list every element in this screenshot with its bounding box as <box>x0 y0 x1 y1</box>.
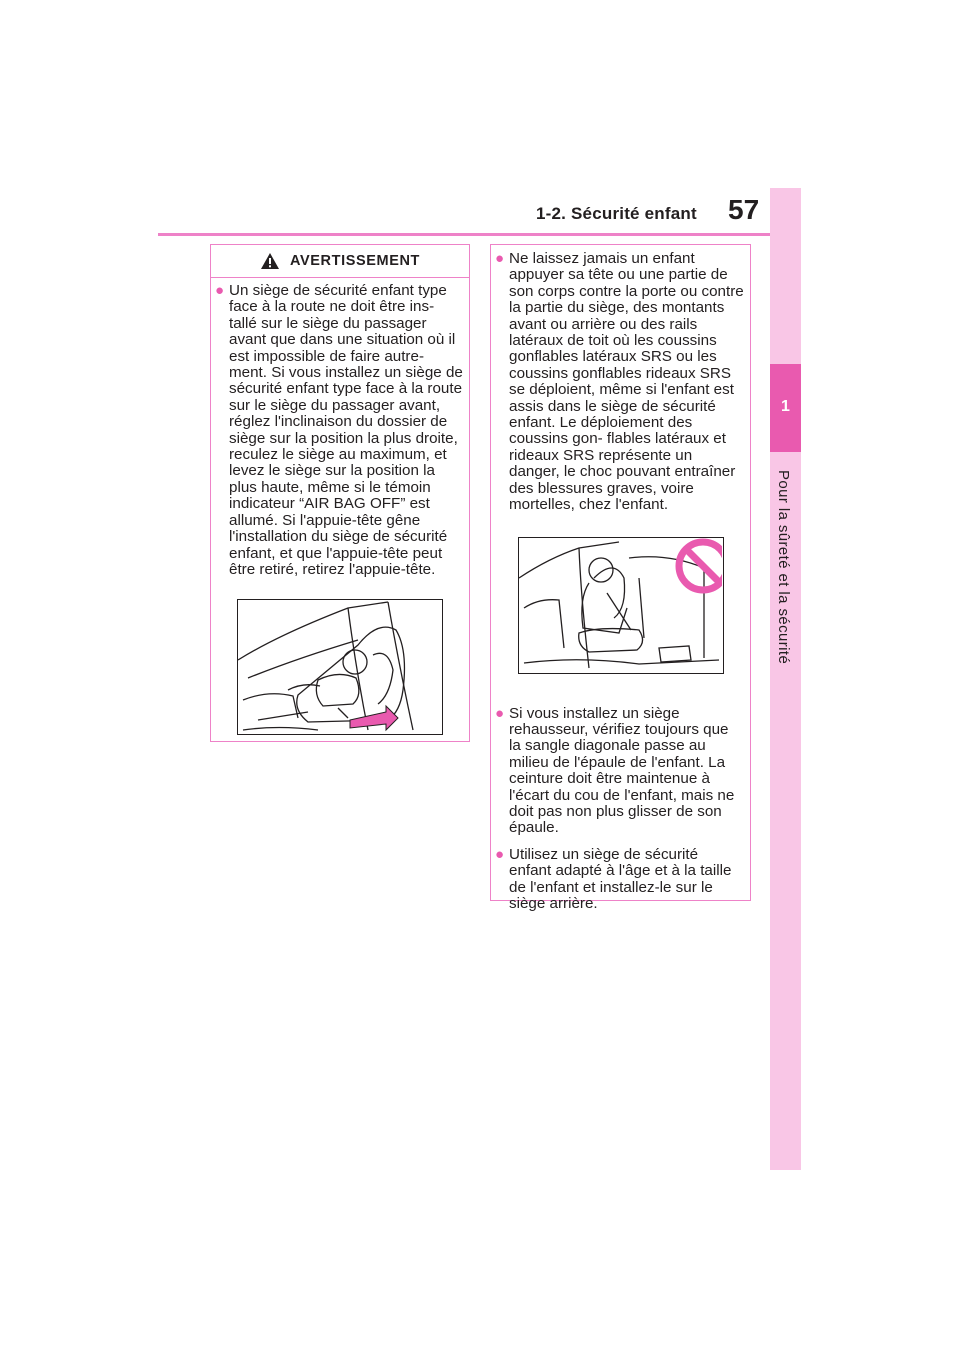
warning-triangle-icon <box>260 252 280 270</box>
illustration-child-seat-rear-facing <box>237 599 443 735</box>
illustration-booster-seat-prohibited <box>518 537 724 674</box>
child-seat-drawing <box>238 600 441 733</box>
bullet-icon: ● <box>215 282 225 299</box>
warning-item-text: Si vous installez un siège rehausseur, vérifiez toujours que la sangle diagonale passe au milieu de l'épaule de l'enfant. La ceinture doit être maintenue à l'écart du cou de l'enfant, mais ne doit pas non plus glisser de son épaule. <box>509 704 735 837</box>
chapter-number: 1 <box>781 398 790 415</box>
warning-item-text: Utilisez un siège de sécurité enfant adapté à l'âge et à la taille de l'enfant et installez-le sur le siège arrière. <box>509 845 732 912</box>
page-number: 57 <box>728 194 760 225</box>
chapter-side-tab <box>770 188 801 1170</box>
warning-item <box>211 283 463 578</box>
warning-header <box>211 245 469 278</box>
warning-item <box>491 706 744 837</box>
bullet-icon: ● <box>495 704 505 722</box>
warning-item-text: Ne laissez jamais un enfant appuyer sa tête ou une partie de son corps contre la porte ou contre la partie du siège, des montants avant ou arrière ou des rails latéraux de toit où les coussins gonflables latéraux SRS ou les coussins gonflables rideaux SRS se déploient, même si l'enfant est assis dans le siège de sécurité enfant. Le déploiement des coussins gon- flables latéraux et rideaux SRS représente un danger, le choc pouvant entraîner des blessures graves, voire mortelles, chez l'enfant. <box>509 250 744 514</box>
header-rule <box>158 233 770 236</box>
warning-item-text: Un siège de sécurité enfant type face à la route ne doit être ins- tallé sur le siège du passager avant que dans une situation où il est impossible de faire autre- ment. Si vous installez un siège de sécurité enfant type face à la route sur le siège du passager avant, réglez l'inclinaison du dossier de siège sur la position la plus droite, reculez le siège au maximum, et levez le siège sur la position la plus haute, même si le témoin indicateur “AIR BAG OFF” est allumé. Si l'appuie-tête gêne l'installation du siège de sécurité enfant, et que l'appuie-tête peut être retiré, retirez l'appuie-tête. <box>229 282 463 578</box>
warning-item <box>491 251 744 514</box>
bullet-icon: ● <box>495 250 505 267</box>
chapter-title: Pour la sûreté et la sécurité <box>775 470 792 665</box>
warning-title: AVERTISSEMENT <box>290 253 420 269</box>
section-title: 1-2. Sécurité enfant <box>536 204 697 223</box>
bullet-icon: ● <box>495 845 505 863</box>
booster-seat-drawing <box>519 538 722 672</box>
warning-item <box>491 847 744 913</box>
